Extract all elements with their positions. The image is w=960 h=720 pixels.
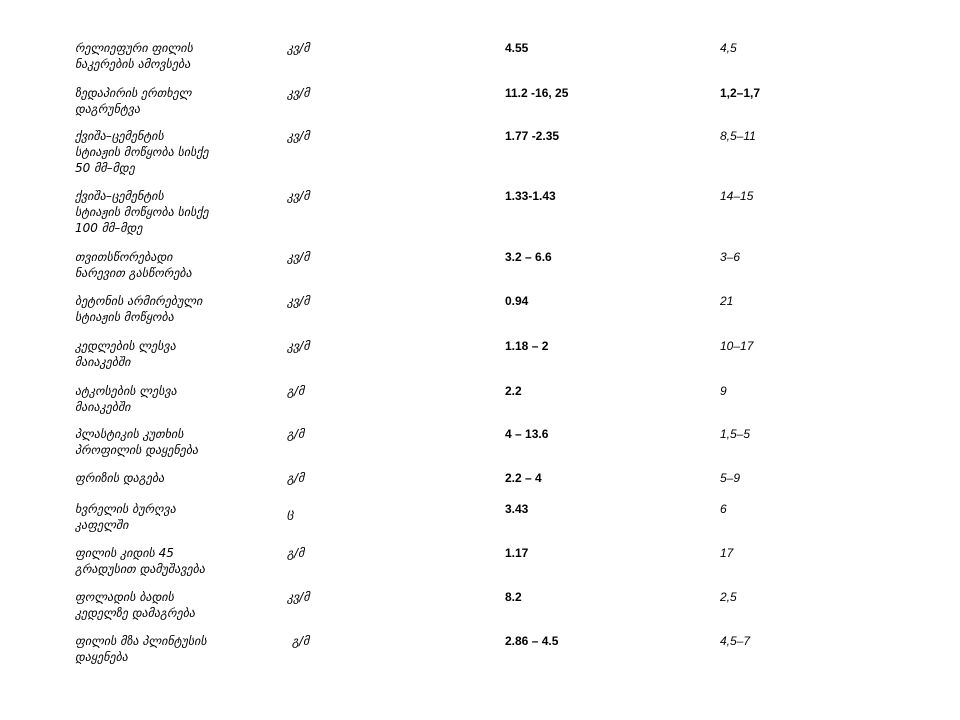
work-name	[75, 545, 280, 577]
work-name	[75, 293, 280, 325]
value-range: 3.2 – 6.6	[505, 250, 552, 264]
work-name	[75, 633, 280, 665]
unit: კვ/მ	[287, 86, 310, 100]
value-range: 1.18 – 2	[505, 339, 549, 353]
value-range: 1.77 -2.35	[505, 129, 560, 143]
value-range: 1.17	[505, 546, 529, 560]
unit: კვ/მ	[287, 250, 310, 264]
value-range: 8.2	[505, 590, 522, 604]
work-name-line: რელიეფური ფილის	[75, 41, 193, 55]
work-name-line: სტიაჟის მოწყობა სისქე	[75, 205, 209, 219]
value-secondary: 10–17	[720, 339, 754, 353]
value-range: 2.2 – 4	[505, 471, 542, 485]
work-name-line: ფოლადის ბადის	[75, 590, 174, 604]
work-name	[75, 128, 280, 176]
value-secondary: 3–6	[720, 250, 741, 264]
unit: გ/მ	[287, 471, 305, 485]
work-name-line: ატკოსების ლესვა	[75, 384, 177, 398]
unit: კვ/მ	[287, 294, 310, 308]
value-range: 11.2 -16, 25	[505, 86, 569, 100]
work-name-line: ფილის მზა პლინტუსის	[75, 634, 207, 648]
work-name-line: სტიაჟის მოწყობა	[75, 310, 174, 324]
work-name	[75, 470, 280, 486]
work-name-line: პლასტიკის კუთხის	[75, 427, 184, 441]
work-name-line: 100 მმ–მდე	[75, 221, 143, 235]
value-range: 1.33-1.43	[505, 189, 556, 203]
work-name-line: დაგრუნტვა	[75, 102, 141, 116]
work-name-line: ნაკერების ამოვსება	[75, 57, 191, 71]
value-secondary: 9	[720, 384, 727, 398]
value-secondary: 5–9	[720, 471, 741, 485]
work-name-line: კედელზე დამაგრება	[75, 606, 196, 620]
unit: გ/მ	[287, 384, 305, 398]
value-secondary: 4,5	[720, 41, 737, 55]
unit: კვ/მ	[287, 590, 310, 604]
work-name	[75, 85, 280, 117]
unit: გ/მ	[287, 427, 305, 441]
value-range: 2.86 – 4.5	[505, 634, 559, 648]
work-name-line: ნარევით გასწორება	[75, 266, 192, 280]
work-name	[75, 40, 280, 72]
work-name-line: თვითსწორებადი	[75, 250, 173, 264]
unit: გ/მ	[287, 546, 305, 560]
work-name	[75, 383, 280, 415]
value-secondary: 6	[720, 502, 727, 516]
value-secondary: 21	[720, 294, 734, 308]
work-name-line: კედლების ლესვა	[75, 339, 176, 353]
value-secondary: 2,5	[720, 590, 737, 604]
work-name-line: პროფილის დაყენება	[75, 443, 199, 457]
value-range: 4 – 13.6	[505, 427, 549, 441]
value-secondary: 17	[720, 546, 734, 560]
unit: გ/მ	[292, 634, 310, 648]
value-secondary: 8,5–11	[720, 129, 756, 143]
unit: კვ/მ	[287, 189, 310, 203]
work-name-line: ბეტონის არმირებული	[75, 294, 203, 308]
unit: კვ/მ	[287, 41, 310, 55]
value-range: 4.55	[505, 41, 529, 55]
work-name-line: ფილის კიდის 45	[75, 546, 174, 560]
work-name-line: სტიაჟის მოწყობა სისქე	[75, 145, 209, 159]
work-name-line: გრადუსით დამუშავება	[75, 562, 205, 576]
value-range: 0.94	[505, 294, 529, 308]
value-secondary: 4,5–7	[720, 634, 751, 648]
unit: ც	[287, 506, 294, 520]
work-name-line: დაყენება	[75, 650, 128, 664]
unit: კვ/მ	[287, 339, 310, 353]
value-secondary: 1,2–1,7	[720, 86, 761, 100]
work-name-line: 50 მმ–მდე	[75, 161, 135, 175]
value-range: 3.43	[505, 502, 529, 516]
work-name	[75, 188, 280, 236]
value-secondary: 14–15	[720, 189, 754, 203]
work-name	[75, 589, 280, 621]
work-name	[75, 426, 280, 458]
value-range: 2.2	[505, 384, 522, 398]
work-name-line: მაიაკებში	[75, 355, 131, 369]
unit: კვ/მ	[287, 129, 310, 143]
work-name-line: კაფელში	[75, 518, 129, 532]
work-name	[75, 501, 280, 533]
work-name	[75, 249, 280, 281]
value-secondary: 1,5–5	[720, 427, 751, 441]
work-name-line: ქვიშა–ცემენტის	[75, 129, 164, 143]
work-name-line: ხვრელის ბურღვა	[75, 502, 176, 516]
work-name-line: ზედაპირის ერთხელ	[75, 86, 192, 100]
work-name-line: ფრიზის დაგება	[75, 471, 165, 485]
work-name-line: მაიაკებში	[75, 400, 131, 414]
work-name-line: ქვიშა–ცემენტის	[75, 189, 164, 203]
work-name	[75, 338, 280, 370]
